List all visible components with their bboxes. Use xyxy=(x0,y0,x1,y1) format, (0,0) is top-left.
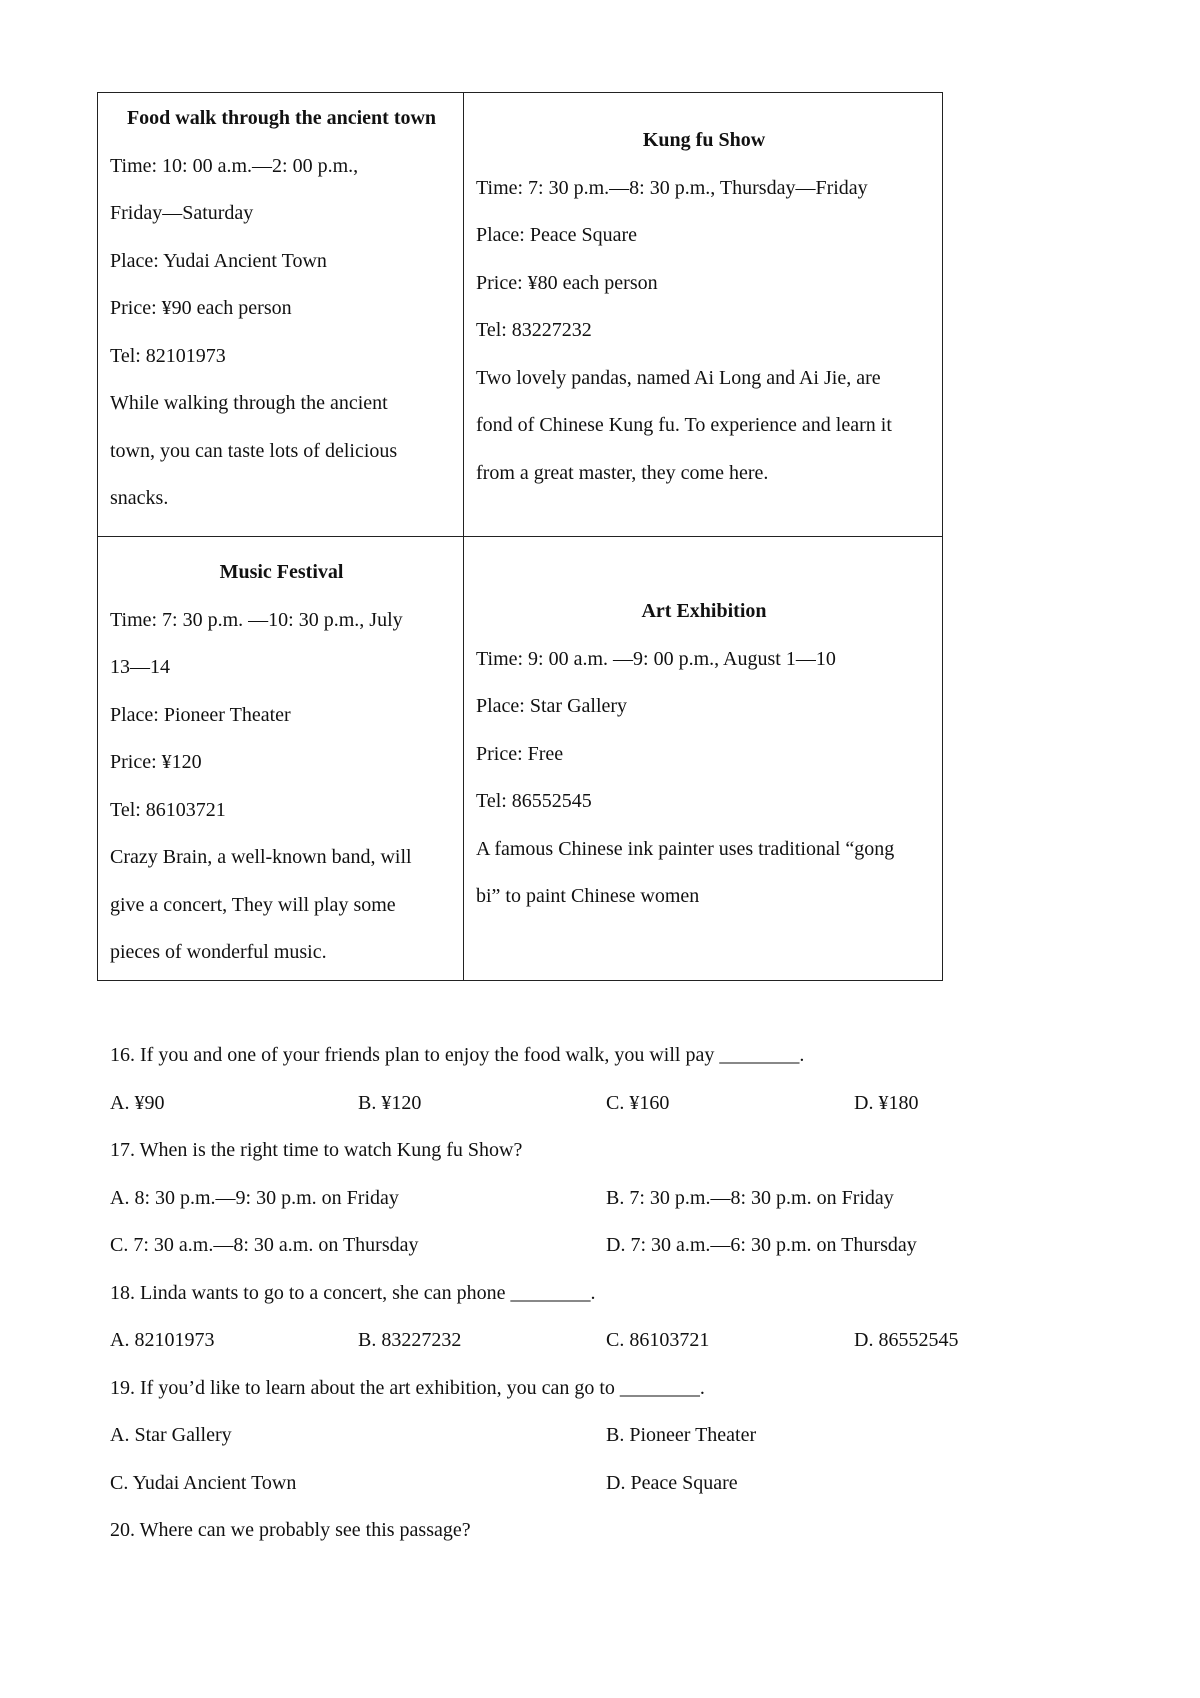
question-17-options xyxy=(110,1175,1110,1270)
question-20: 20. Where can we probably see this passage? xyxy=(110,1519,471,1541)
question-19-option-d: D. Peace Square xyxy=(606,1471,738,1494)
questions-section xyxy=(110,1032,1110,1555)
question-16-option-b: B. ¥120 xyxy=(358,1091,422,1114)
kungfu-cell xyxy=(464,93,943,537)
art-title: Art Exhibition xyxy=(641,600,767,622)
events-row-2 xyxy=(98,537,943,981)
question-16-option-d: D. ¥180 xyxy=(854,1091,919,1114)
question-19-option-b: B. Pioneer Theater xyxy=(606,1424,757,1446)
question-17-option-b: B. 7: 30 p.m.—8: 30 p.m. on Friday xyxy=(606,1186,894,1209)
events-table xyxy=(97,92,943,981)
food-walk-price: Price: ¥90 each person xyxy=(110,297,292,319)
food-walk-time-line-1: Time: 10: 00 a.m.—2: 00 p.m., xyxy=(110,154,359,177)
kungfu-desc-line-3: from a great master, they come here. xyxy=(476,461,769,484)
events-row-1 xyxy=(98,93,943,537)
art-desc-line-1: A famous Chinese ink painter uses traditional “gong xyxy=(476,837,895,860)
art-tel: Tel: 86552545 xyxy=(476,790,592,812)
question-17: 17. When is the right time to watch Kung fu Show? xyxy=(110,1139,523,1161)
question-19-option-a: A. Star Gallery xyxy=(110,1424,232,1446)
question-16: 16. If you and one of your friends plan to enjoy the food walk, you will pay ________. xyxy=(110,1044,805,1066)
kungfu-title: Kung fu Show xyxy=(642,129,766,151)
music-desc-line-1: Crazy Brain, a well-known band, will xyxy=(110,846,412,868)
question-17-option-a: A. 8: 30 p.m.—9: 30 p.m. on Friday xyxy=(110,1186,399,1209)
question-18-option-c: C. 86103721 xyxy=(606,1329,710,1351)
question-18-options xyxy=(110,1317,1110,1365)
food-walk-desc-line-1: While walking through the ancient xyxy=(110,392,388,414)
art-desc-line-2: bi” to paint Chinese women xyxy=(476,885,700,907)
kungfu-price: Price: ¥80 each person xyxy=(476,271,658,294)
art-cell xyxy=(464,537,943,981)
art-place: Place: Star Gallery xyxy=(476,695,628,717)
art-time: Time: 9: 00 a.m. —9: 00 p.m., August 1—10 xyxy=(476,647,836,670)
music-desc-line-2: give a concert, They will play some xyxy=(110,893,396,916)
question-19-option-c: C. Yudai Ancient Town xyxy=(110,1471,297,1494)
question-17-option-d: D. 7: 30 a.m.—6: 30 p.m. on Thursday xyxy=(606,1234,917,1256)
music-desc-line-3: pieces of wonderful music. xyxy=(110,941,327,963)
question-18-option-d: D. 86552545 xyxy=(854,1329,959,1351)
music-price: Price: ¥120 xyxy=(110,751,202,773)
food-walk-tel: Tel: 82101973 xyxy=(110,344,226,367)
question-16-option-a: A. ¥90 xyxy=(110,1091,165,1114)
food-walk-title: Food walk through the ancient town xyxy=(126,107,437,129)
art-price: Price: Free xyxy=(476,742,564,765)
kungfu-desc-line-2: fond of Chinese Kung fu. To experience and learn it xyxy=(476,414,892,436)
food-walk-time-line-2: Friday—Saturday xyxy=(110,202,254,224)
food-walk-desc-line-3: snacks. xyxy=(110,487,169,509)
food-walk-desc-line-2: town, you can taste lots of delicious xyxy=(110,439,398,462)
question-19-options xyxy=(110,1412,1110,1507)
kungfu-time: Time: 7: 30 p.m.—8: 30 p.m., Thursday—Friday xyxy=(476,176,868,199)
kungfu-desc-line-1: Two lovely pandas, named Ai Long and Ai Jie, are xyxy=(476,366,881,389)
music-cell xyxy=(98,537,464,981)
music-place: Place: Pioneer Theater xyxy=(110,703,291,726)
question-16-option-c: C. ¥160 xyxy=(606,1091,670,1114)
kungfu-tel: Tel: 83227232 xyxy=(476,319,592,341)
food-walk-cell xyxy=(98,93,464,537)
question-18-option-b: B. 83227232 xyxy=(358,1329,462,1351)
question-16-options xyxy=(110,1080,1110,1128)
music-tel: Tel: 86103721 xyxy=(110,798,226,821)
question-17-option-c: C. 7: 30 a.m.—8: 30 a.m. on Thursday xyxy=(110,1234,419,1256)
music-time-line-2: 13—14 xyxy=(110,656,170,678)
question-19: 19. If you’d like to learn about the art exhibition, you can go to ________. xyxy=(110,1376,705,1399)
question-18: 18. Linda wants to go to a concert, she can phone ________. xyxy=(110,1281,596,1304)
music-title: Music Festival xyxy=(219,561,344,583)
question-18-option-a: A. 82101973 xyxy=(110,1329,215,1351)
music-time-line-1: Time: 7: 30 p.m. —10: 30 p.m., July xyxy=(110,608,403,631)
food-walk-place: Place: Yudai Ancient Town xyxy=(110,249,327,272)
kungfu-place: Place: Peace Square xyxy=(476,224,638,246)
